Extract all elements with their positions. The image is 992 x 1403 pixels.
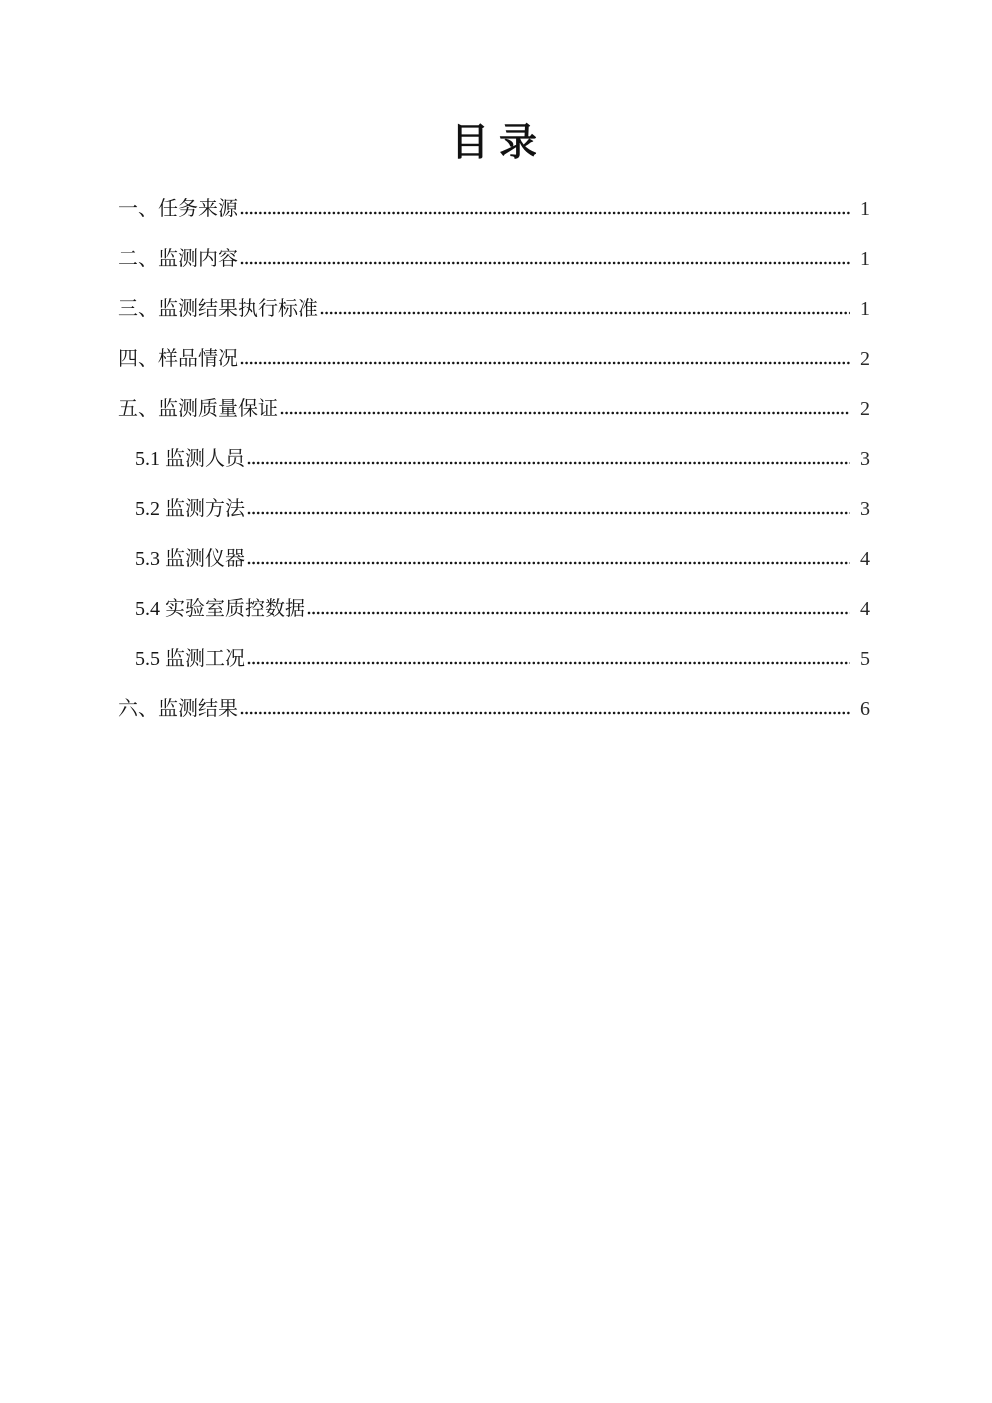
toc-entry[interactable] xyxy=(118,684,870,734)
dot-leader xyxy=(280,411,850,415)
dot-leader xyxy=(247,661,850,665)
toc-entry-page: 4 xyxy=(860,548,870,570)
toc-entry[interactable] xyxy=(118,234,870,284)
toc-entry-page: 1 xyxy=(860,298,870,320)
toc-entry-page: 2 xyxy=(860,398,870,420)
toc-entry[interactable] xyxy=(118,284,870,334)
toc-entry-page: 6 xyxy=(860,698,870,720)
toc-entry-label: 5.4 实验室质控数据 xyxy=(135,598,305,620)
dot-leader xyxy=(247,511,850,515)
toc-entry-page: 3 xyxy=(860,448,870,470)
dot-leader xyxy=(240,361,850,365)
toc-entry-label: 一、任务来源 xyxy=(118,198,238,220)
toc-entry[interactable] xyxy=(118,484,870,534)
toc-entry-page: 4 xyxy=(860,598,870,620)
toc-title: 目录 xyxy=(450,122,547,164)
dot-leader xyxy=(320,311,850,315)
toc-entry-page: 1 xyxy=(860,198,870,220)
dot-leader xyxy=(240,711,850,715)
toc-entry-page: 5 xyxy=(860,648,870,670)
toc-entry-label: 5.3 监测仪器 xyxy=(135,548,245,570)
toc-entry-page: 1 xyxy=(860,248,870,270)
dot-leader xyxy=(240,211,850,215)
toc-entry-page: 3 xyxy=(860,498,870,520)
toc-entry-label: 五、监测质量保证 xyxy=(118,398,278,420)
toc-entry-page: 2 xyxy=(860,348,870,370)
toc-entry[interactable] xyxy=(118,584,870,634)
dot-leader xyxy=(240,261,850,265)
toc-entry-label: 六、监测结果 xyxy=(118,698,238,720)
dot-leader xyxy=(247,461,850,465)
toc-entry[interactable] xyxy=(118,534,870,584)
toc-entry[interactable] xyxy=(118,634,870,684)
toc-entry-label: 四、样品情况 xyxy=(118,348,238,370)
dot-leader xyxy=(307,611,850,615)
toc-entry-label: 5.5 监测工况 xyxy=(135,648,245,670)
toc-entry[interactable] xyxy=(118,184,870,234)
dot-leader xyxy=(247,561,850,565)
toc-entry[interactable] xyxy=(118,384,870,434)
toc-entry[interactable] xyxy=(118,334,870,384)
toc-entry-label: 二、监测内容 xyxy=(118,248,238,270)
toc-entry-label: 5.2 监测方法 xyxy=(135,498,245,520)
toc-list xyxy=(118,184,870,734)
toc-entry[interactable] xyxy=(118,434,870,484)
toc-entry-label: 三、监测结果执行标准 xyxy=(118,298,318,320)
toc-entry-label: 5.1 监测人员 xyxy=(135,448,245,470)
